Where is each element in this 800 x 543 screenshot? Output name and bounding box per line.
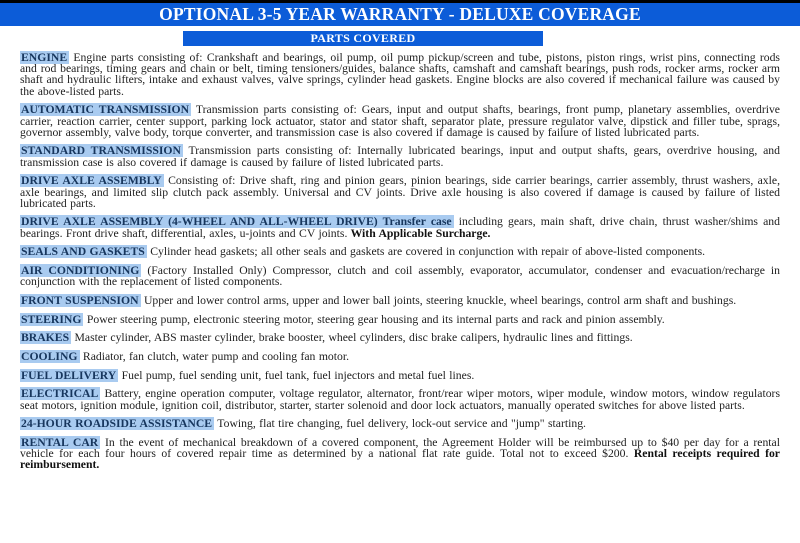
- section-heading: 24-HOUR ROADSIDE ASSISTANCE: [21, 417, 213, 431]
- section-heading: RENTAL CAR: [21, 436, 99, 450]
- coverage-section: [20, 437, 780, 471]
- coverage-section: [20, 104, 780, 138]
- section-body: Upper and lower control arms, upper and lower ball joints, steering knuckle, wheel bearings, control arm shaft and bushings.: [140, 293, 737, 307]
- section-heading: FRONT SUSPENSION: [21, 293, 139, 307]
- coverage-section: [20, 145, 780, 167]
- section-body: Transmission parts consisting of: Gears, input and output shafts, bearings, front pump, planetary assemblies, overdrive carrier, reaction carrier, center support, parking lock actuator, stator and stator shaft, separator plate, pressure regulator valve, dipstick and filler tube, sprags, governor assembly, valve body, torque converter, and transmission case is also covered if damage is caused by failure of listed lubricated parts.: [20, 103, 780, 139]
- section-body: Fuel pump, fuel sending unit, fuel tank, fuel injectors and metal fuel lines.: [118, 368, 475, 382]
- parts-covered-label: PARTS COVERED: [310, 31, 416, 45]
- section-heading: AUTOMATIC TRANSMISSION: [21, 103, 190, 117]
- document-title: OPTIONAL 3-5 YEAR WARRANTY - DELUXE COVERAGE: [159, 4, 641, 24]
- section-body: Cylinder head gaskets; all other seals and gaskets are covered in conjunction with repair of above-listed components.: [146, 245, 706, 259]
- section-heading: COOLING: [21, 350, 78, 364]
- title-bar: [0, 3, 800, 26]
- section-heading: SEALS AND GASKETS: [21, 245, 145, 259]
- section-body: Towing, flat tire changing, fuel delivery, lock-out service and "jump" starting.: [214, 417, 586, 431]
- coverage-section: [20, 175, 780, 209]
- subtitle-row: [0, 31, 800, 46]
- section-heading: DRIVE AXLE ASSEMBLY: [21, 174, 162, 188]
- coverage-section: [20, 246, 780, 257]
- coverage-section: [20, 332, 780, 343]
- section-body: including gears, main shaft, drive chain, thrust washer/shims and bearings. Front drive shaft, differential, axles, u-joints and CV joints.: [20, 215, 780, 240]
- coverage-section: [20, 370, 780, 381]
- section-body: Power steering pump, electronic steering motor, steering gear housing and its internal parts and rack and pinion assembly.: [83, 312, 665, 326]
- section-body: Consisting of: Drive shaft, ring and pinion gears, pinion bearings, side carrier bearings, carrier assembly, thrust washers, axle, axle bearings, and limited slip clutch pack assembly. Universal and CV joints. Drive axle housing is also covered if damage is caused by failure of listed lubricated parts.: [20, 174, 780, 210]
- section-heading: ELECTRICAL: [21, 387, 99, 401]
- section-body: Transmission parts consisting of: Internally lubricated bearings, input and output shafts, gears, overdrive housing, and transmission case is also covered if damage is caused by failure of listed lubricated parts.: [20, 144, 780, 169]
- section-heading: ENGINE: [21, 51, 68, 64]
- section-body: (Factory Installed Only) Compressor, clutch and coil assembly, evaporator, accumulator, condenser and evacuation/recharge in conjunction with the replacement of listed components.: [20, 264, 780, 289]
- coverage-section: [20, 388, 780, 410]
- section-body: Master cylinder, ABS master cylinder, brake booster, wheel cylinders, disc brake calipers, hydraulic lines and fittings.: [71, 331, 633, 345]
- coverage-section: [20, 351, 780, 362]
- coverage-section: [20, 314, 780, 325]
- section-body: In the event of mechanical breakdown of a covered component, the Agreement Holder will be reimbursed up to $40 per day for a rental vehicle for each four hours of covered repair time as determined by a national flat rate guide. Total not to exceed $200.: [20, 436, 780, 461]
- coverage-section: [20, 52, 780, 97]
- section-body: Engine parts consisting of: Crankshaft and bearings, oil pump, oil pump pickup/screen and tube, pistons, piston rings, wrist pins, connecting rods and rod bearings, timing gears and chain or belt, timing tensioners/guides, balance shafts, camshaft and camshaft bearings, push rods, rocker arms, rocker arm shaft and hydraulic lifters, intake and exhaust valves, valve springs, cylinder head gaskets. Engine blocks are also covered if mechanical failure was caused by the above-listed parts.: [20, 51, 780, 98]
- section-heading: STANDARD TRANSMISSION: [21, 144, 181, 158]
- coverage-section: [20, 265, 780, 287]
- section-body: Battery, engine operation computer, voltage regulator, alternator, front/rear wiper motors, wiper module, window motors, window regulators seat motors, ignition module, ignition coil, distributor, starter, starter solenoid and door lock actuators, manually operated switches for above listed parts.: [20, 387, 780, 412]
- section-heading: DRIVE AXLE ASSEMBLY (4-WHEEL AND ALL-WHEEL DRIVE) Transfer case: [21, 215, 452, 229]
- section-bold-note: Rental receipts required for reimbursement.: [20, 447, 780, 472]
- coverage-section: [20, 216, 780, 238]
- section-body: Radiator, fan clutch, water pump and cooling fan motor.: [79, 350, 350, 364]
- section-heading: AIR CONDITIONING: [21, 264, 140, 278]
- section-heading: BRAKES: [21, 331, 70, 345]
- section-heading: FUEL DELIVERY: [21, 368, 117, 382]
- coverage-section: [20, 295, 780, 306]
- section-bold-note: With Applicable Surcharge.: [347, 226, 491, 240]
- section-heading: STEERING: [21, 312, 82, 326]
- parts-covered-banner: [183, 31, 543, 46]
- sections-container: [0, 46, 800, 471]
- coverage-section: [20, 418, 780, 429]
